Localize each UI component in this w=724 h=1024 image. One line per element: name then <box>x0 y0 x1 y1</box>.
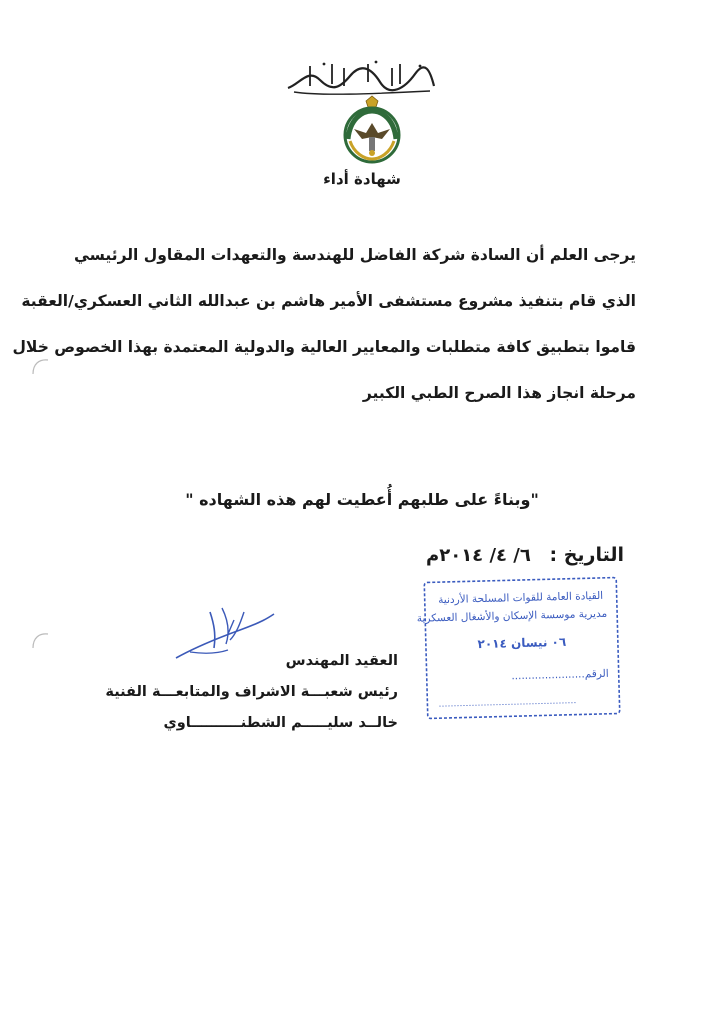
punch-hole-mark <box>30 630 52 652</box>
signatory-name: خالــد سليـــــم الشطنــــــــــاوي <box>163 715 398 731</box>
date-label: التاريخ : <box>549 544 624 566</box>
certificate-title: شهادة أداء <box>323 170 401 188</box>
signatory-rank: العقيد المهندس <box>285 653 398 669</box>
certificate-body <box>12 232 636 416</box>
body-line: مرحلة انجاز هذا الصرح الطبي الكبير <box>362 384 636 402</box>
signatory-position: رئيس شعبـــة الاشراف والمتابعـــة الفنية <box>105 684 398 700</box>
date-row <box>426 544 624 566</box>
closing-statement: "وبناءً على طلبهم أُعطيت لهم هذه الشهاده " <box>185 490 539 509</box>
stamp-line-2: مديرية موسسة الإسكان والأشغال العسكرية <box>416 607 608 625</box>
body-line: قاموا بتطبيق كافة متطلبات والمعايير العالية والدولية المعتمدة بهذا الخصوص خلال <box>12 338 636 356</box>
stamp-date: ٠٦ نيسان ٢٠١٤ <box>477 634 567 652</box>
date-value: ٦/ ٤/ ٢٠١٤م <box>426 545 531 566</box>
punch-hole-mark <box>30 356 52 378</box>
signatory-block <box>105 646 398 739</box>
basmala-calligraphy <box>280 58 440 98</box>
stamp-reference: الرقم...................... <box>511 667 609 683</box>
stamp-line-1: القيادة العامة للقوات المسلحة الأردنية <box>438 589 604 607</box>
body-line: يرجى العلم أن السادة شركة الفاضل للهندسة والتعهدات المقاول الرئيسي <box>73 246 636 264</box>
body-line: الذي قام بتنفيذ مشروع مستشفى الأمير هاشم بن عبدالله الثاني العسكري/العقبة <box>21 292 636 310</box>
official-stamp <box>416 575 622 720</box>
armed-forces-emblem-icon <box>336 95 408 167</box>
